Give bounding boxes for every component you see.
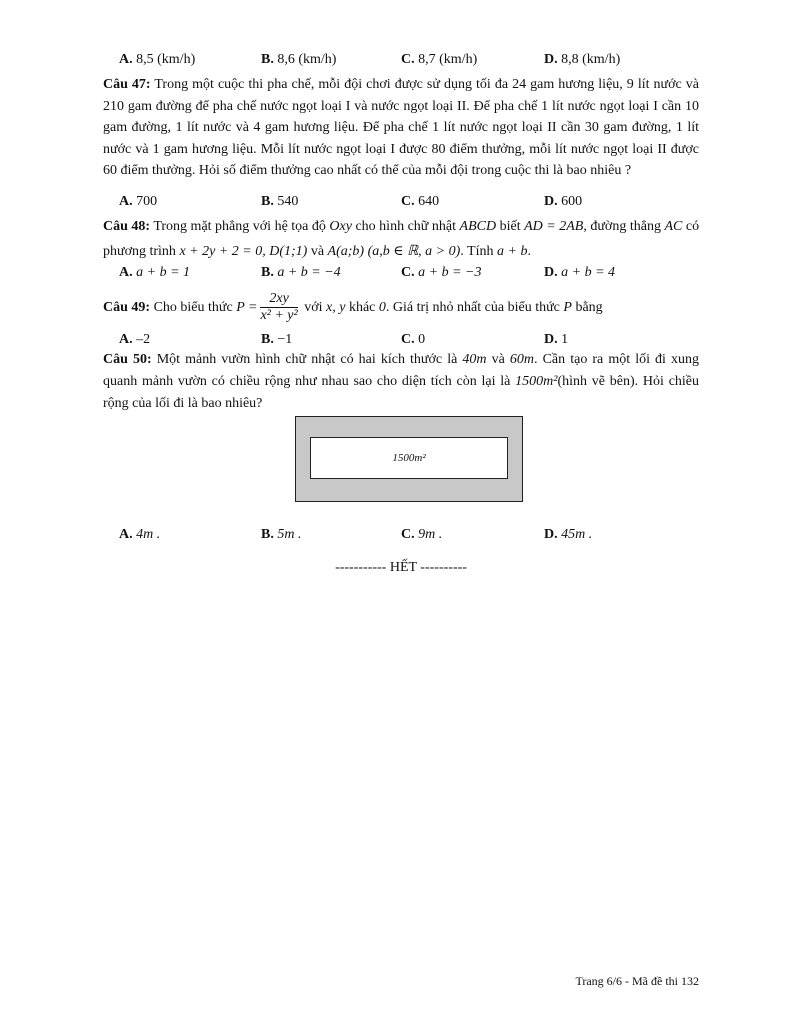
garden-figure bbox=[295, 416, 523, 502]
q47-body: Trong một cuộc thi pha chế, mỗi đội chơi được sử dụng tối đa 24 gam hương liệu, 9 lít nước và 210 gam đường để pha chế nước ngọt loại I và nước ngọt loại II. Để pha chế 1 lít nước ngọt loại I cần 10 gam đường, 1 lít nước và 4 gam hương liệu. Để pha chế 1 lít nước ngọt loại II cần 30 gam đường, 1 lít nước và 1 gam hương liệu. Mỗi lít nước ngọt loại I được 80 điểm thưởng, mỗi lít nước ngọt loại II được 60 điểm thưởng. Hỏi số điểm thưởng cao nhất có thể của mỗi đội trong cuộc thi là bao nhiêu ? bbox=[103, 77, 699, 178]
q48-label: Câu 48: bbox=[103, 219, 151, 234]
q49-option-a: A. –2 bbox=[119, 332, 151, 347]
q46-option-a: A. 8,5 (km/h) bbox=[119, 52, 196, 67]
q48-options bbox=[103, 265, 699, 285]
page-footer: Trang 6/6 - Mã đề thi 132 bbox=[575, 974, 699, 988]
q46-option-c: C. 8,7 (km/h) bbox=[401, 52, 478, 67]
q49-option-c: C. 0 bbox=[401, 332, 426, 347]
q50-option-c: C. 9m . bbox=[401, 527, 443, 542]
q48-option-b: B. a + b = −4 bbox=[261, 265, 341, 280]
q47-option-d: D. 600 bbox=[544, 194, 583, 209]
garden-area-label: 1500m² bbox=[392, 452, 426, 464]
end-marker: ----------- HẾT ---------- bbox=[335, 560, 467, 575]
q49-label: Câu 49: bbox=[103, 300, 151, 315]
q47-option-c: C. 640 bbox=[401, 194, 440, 209]
q50-option-a: A. 4m . bbox=[119, 527, 161, 542]
q50-option-d: D. 45m . bbox=[544, 527, 593, 542]
q48-option-c: C. a + b = −3 bbox=[401, 265, 482, 280]
q48-option-a: A. a + b = 1 bbox=[119, 265, 191, 280]
q46-options bbox=[103, 52, 699, 72]
q49-option-b: B. −1 bbox=[261, 332, 293, 347]
q50-options bbox=[103, 527, 699, 547]
q47-text bbox=[103, 74, 699, 182]
q47-label: Câu 47: bbox=[103, 77, 151, 92]
q50-label: Câu 50: bbox=[103, 352, 152, 367]
q48-text: Câu 48: Trong mặt phẳng với hệ tọa độ Oxy cho hình chữ nhật ABCD biết AD = 2AB, đường thẳng AC có phương trình x + 2y + 2 = 0, D(1;1) và A(a;b) (a,b ∈ ℝ, a > 0). Tính a + b. bbox=[103, 219, 700, 259]
q50-text: Câu 50: Một mảnh vườn hình chữ nhật có hai kích thước là 40m và 60m. Cần tạo ra một lối đi xung quanh mảnh vườn có chiều rộng như nhau sao cho diện tích còn lại là 1500m²(hình vẽ bên). Hỏi chiều rộng của lối đi là bao nhiêu? bbox=[103, 352, 700, 411]
q49-text: Câu 49: Cho biểu thức P = $\frac{2xy}{\text{x² + y²}}$ với x, y khác 0. Giá trị nhỏ nhất của biểu thức P bằng bbox=[103, 291, 603, 324]
q50-option-b: B. 5m . bbox=[261, 527, 302, 542]
q46-option-d: D. 8,8 (km/h) bbox=[544, 52, 621, 67]
q47-option-b: B. 540 bbox=[261, 194, 299, 209]
q46-option-b: B. 8,6 (km/h) bbox=[261, 52, 337, 67]
garden-inner-area bbox=[310, 437, 508, 479]
q47-options bbox=[103, 194, 699, 214]
q48-option-d: D. a + b = 4 bbox=[544, 265, 616, 280]
q49-fraction: $\frac{2xy}{\text{x² + y²}}$ bbox=[260, 291, 298, 324]
q47-option-a: A. 700 bbox=[119, 194, 158, 209]
q49-option-d: D. 1 bbox=[544, 332, 569, 347]
